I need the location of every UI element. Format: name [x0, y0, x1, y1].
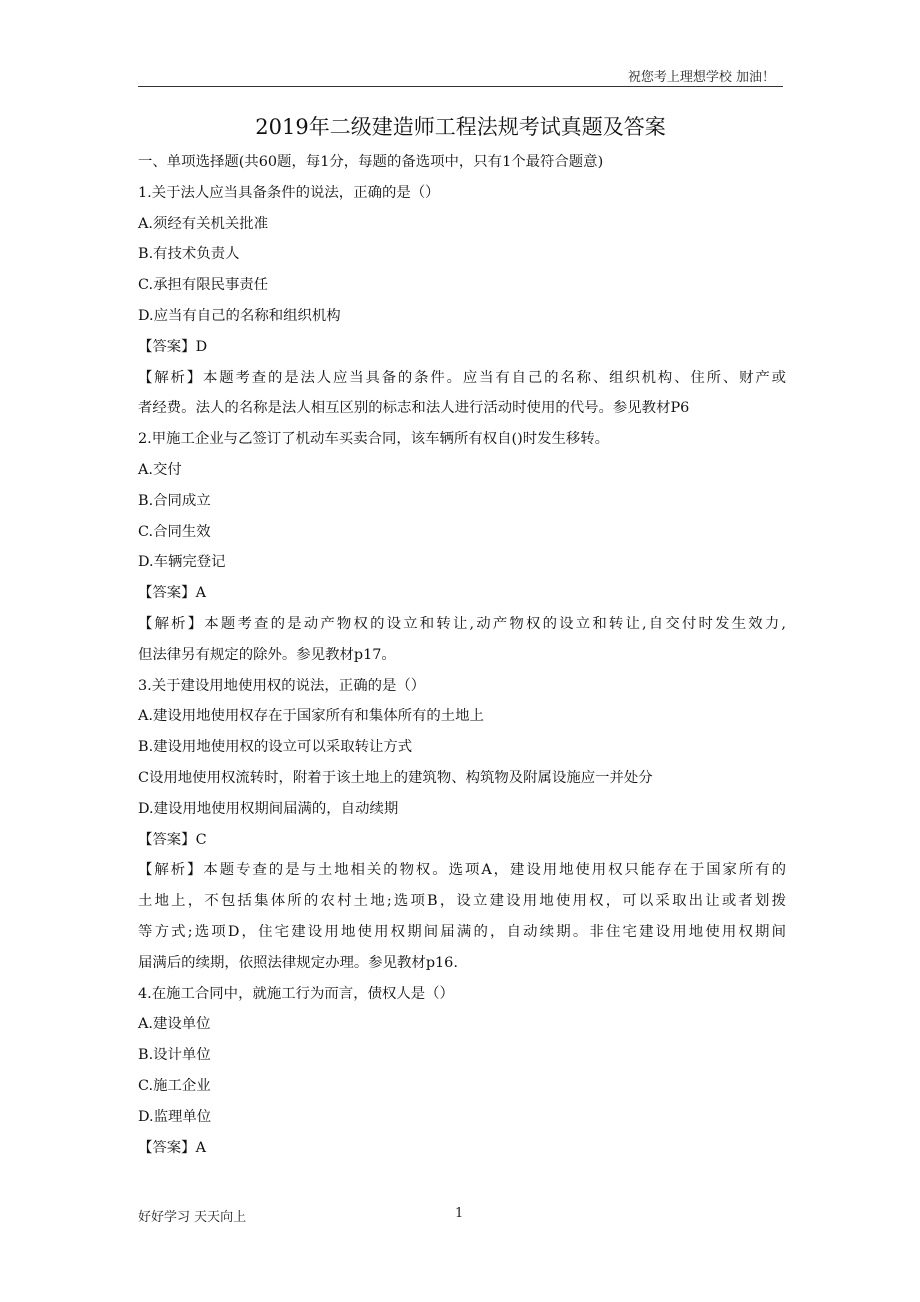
section-heading: 一、单项选择题(共60题，每1分，每题的备选项中，只有1个最符合题意): [138, 154, 604, 170]
option: A.交付: [138, 461, 182, 478]
document-body: [138, 147, 786, 1163]
option: C.施工企业: [138, 1077, 211, 1094]
option: B.设计单位: [138, 1047, 211, 1064]
footer-motto: 好好学习 天天向上: [138, 1210, 247, 1225]
explanation: 但法律另有规定的除外。参见教材p17。: [138, 646, 396, 663]
question-1: 1.关于法人应当具备条件的说法，正确的是（）: [138, 184, 440, 201]
option: B.建设用地使用权的设立可以采取转让方式: [138, 739, 413, 756]
answer: 【答案】A: [138, 585, 206, 602]
option: B.有技术负责人: [138, 246, 240, 263]
option: A.建设单位: [138, 1016, 211, 1033]
option: A.须经有关机关批准: [138, 215, 269, 232]
page-number: 1: [455, 1206, 464, 1221]
question-3: 3.关于建设用地使用权的说法，正确的是（）: [138, 677, 426, 694]
option: D.建设用地使用权期间届满的，自动续期: [138, 800, 399, 817]
explanation: 届满后的续期，依照法律规定办理。参见教材p16.: [138, 954, 458, 971]
explanation: 等方式;选项D，住宅建设用地使用权期间届满的，自动续期。非住宅建设用地使用权期间: [138, 923, 786, 940]
option: D.监理单位: [138, 1108, 212, 1125]
header-slogan: 祝您考上理想学校 加油！: [627, 70, 775, 85]
question-2: 2.甲施工企业与乙签订了机动车买卖合同，该车辆所有权自()时发生移转。: [138, 431, 610, 448]
option: B.合同成立: [138, 492, 211, 509]
document-title: 2019年二级建造师工程法规考试真题及答案: [255, 115, 666, 139]
option: C设用地使用权流转时，附着于该土地上的建筑物、构筑物及附属设施应一并处分: [138, 769, 653, 786]
explanation: 土地上，不包括集体所的农村土地;选项B，设立建设用地使用权，可以采取出让或者划拨: [138, 893, 786, 910]
option: C.承担有限民事责任: [138, 277, 269, 294]
answer: 【答案】D: [138, 338, 208, 355]
explanation: 【解析】本题考查的是动产物权的设立和转让,动产物权的设立和转让,自交付时发生效力,: [138, 615, 786, 632]
answer: 【答案】A: [138, 1139, 206, 1156]
header-divider: [138, 86, 783, 87]
option: A.建设用地使用权存在于国家所有和集体所有的土地上: [138, 708, 484, 725]
option: C.合同生效: [138, 523, 211, 540]
question-4: 4.在施工合同中，就施工行为而言，债权人是（）: [138, 985, 454, 1002]
explanation: 者经费。法人的名称是法人相互区别的标志和法人进行活动时使用的代号。参见教材P6: [138, 400, 690, 417]
explanation: 【解析】本题专查的是与土地相关的物权。选项A，建设用地使用权只能存在于国家所有的: [138, 862, 786, 879]
option: D.应当有自己的名称和组织机构: [138, 307, 341, 324]
explanation: 【解析】本题考查的是法人应当具备的条件。应当有自己的名称、组织机构、住所、财产或: [138, 369, 786, 386]
answer: 【答案】C: [138, 831, 207, 848]
option: D.车辆完登记: [138, 554, 226, 571]
